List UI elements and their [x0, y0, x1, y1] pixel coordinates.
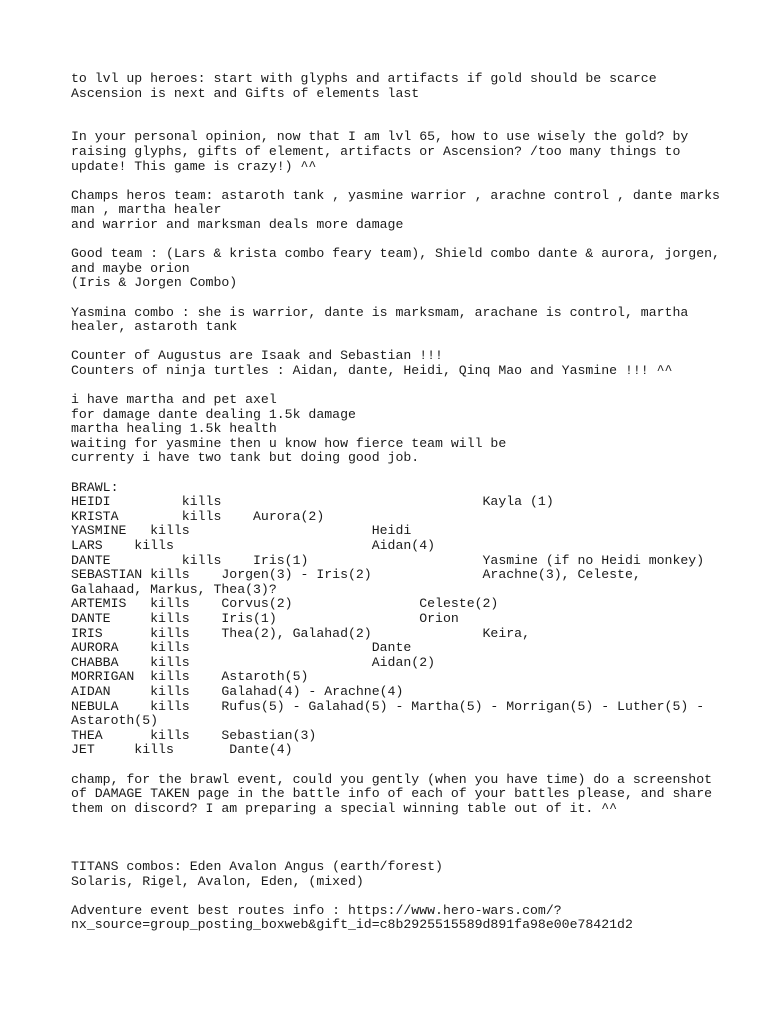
brawl-row: KRISTA kills Aurora(2) [71, 508, 325, 524]
brawl-row: AIDAN kills Galahad(4) - Arachne(4) [71, 683, 404, 699]
text-line: Champs heros team: astaroth tank , yasmine warrior , arachne control , dante marks [71, 187, 720, 203]
text-line: and warrior and marksman deals more damage [71, 216, 404, 232]
text-line: and maybe orion [71, 260, 190, 276]
brawl-row: Astaroth(5) [71, 713, 159, 729]
brawl-row: JET kills Dante(4) [71, 742, 293, 758]
text-line: champ, for the brawl event, could you gently (when you have time) do a screenshot [71, 771, 713, 787]
brawl-row: HEIDI kills Kayla (1) [71, 494, 554, 510]
text-line: i have martha and pet axel [71, 392, 277, 408]
text-line: for damage dante dealing 1.5k damage [71, 406, 356, 422]
blank-line [71, 116, 711, 131]
text-line: Ascension is next and Gifts of elements last [71, 85, 420, 101]
blank-line [71, 466, 711, 481]
text-line: Yasmina combo : she is warrior, dante is marksmam, arachane is control, martha [71, 304, 689, 320]
text-line: update! This game is crazy!) ^^ [71, 158, 317, 174]
brawl-row: THEA kills Sebastian(3) [71, 727, 317, 743]
text-line: Adventure event best routes info : https://www.hero-wars.com/? [71, 902, 562, 918]
text-line: them on discord? I am preparing a special winning table out of it. ^^ [71, 800, 618, 816]
brawl-row: ARTEMIS kills Corvus(2) Celeste(2) [71, 596, 499, 612]
text-line: healer, astaroth tank [71, 319, 238, 335]
brawl-row: YASMINE kills Heidi [71, 523, 412, 539]
brawl-row: MORRIGAN kills Astaroth(5) [71, 669, 309, 685]
text-line: waiting for yasmine then u know how fierce team will be [71, 435, 507, 451]
text-line: (Iris & Jorgen Combo) [71, 275, 238, 291]
blank-line [71, 101, 711, 116]
blank-line [71, 174, 711, 189]
blank-line [71, 845, 711, 860]
blank-line [71, 816, 711, 831]
brawl-row: LARS kills Aidan(4) [71, 538, 436, 553]
blank-line [71, 335, 711, 350]
brawl-row: SEBASTIAN kills Jorgen(3) - Iris(2) Arachne(3), Celeste, [71, 567, 641, 583]
text-line: man , martha healer [71, 202, 222, 218]
text-line: martha healing 1.5k health [71, 421, 277, 437]
brawl-row: IRIS kills Thea(2), Galahad(2) Keira, [71, 625, 530, 641]
text-line: In your personal opinion, now that I am lvl 65, how to use wisely the gold? by [71, 129, 689, 145]
brawl-row: NEBULA kills Rufus(5) - Galahad(5) - Martha(5) - Morrigan(5) - Luther(5) - [71, 698, 705, 714]
blank-line [71, 889, 711, 904]
blank-line [71, 831, 711, 846]
document-body [71, 71, 720, 933]
brawl-row: AURORA kills Dante [71, 640, 412, 656]
brawl-row: Galahaad, Markus, Thea(3)? [71, 581, 277, 597]
blank-line [71, 291, 711, 306]
text-line: to lvl up heroes: start with glyphs and artifacts if gold should be scarce [71, 71, 657, 86]
text-line: Solaris, Rigel, Avalon, Eden, (mixed) [71, 873, 364, 889]
brawl-row: DANTE kills Iris(1) Orion [71, 610, 459, 626]
blank-line [71, 758, 711, 773]
url-line: nx_source=group_posting_boxweb&gift_id=c8b2925515589d891fa98e00e78421d2 [71, 917, 633, 933]
text-line: Counter of Augustus are Isaak and Sebastian !!! [71, 348, 443, 364]
brawl-heading: BRAWL: [71, 479, 119, 495]
text-line: of DAMAGE TAKEN page in the battle info of each of your battles please, and share [71, 786, 713, 802]
text-line: TITANS combos: Eden Avalon Angus (earth/forest) [71, 859, 443, 875]
text-line: Good team : (Lars & krista combo feary team), Shield combo dante & aurora, jorgen, [71, 246, 720, 262]
blank-line [71, 233, 711, 248]
text-line: raising glyphs, gifts of element, artifacts or Ascension? /too many things to [71, 143, 681, 159]
brawl-row: DANTE kills Iris(1) Yasmine (if no Heidi monkey) [71, 552, 705, 568]
text-line: currenty i have two tank but doing good job. [71, 450, 420, 466]
blank-line [71, 378, 711, 393]
brawl-row: CHABBA kills Aidan(2) [71, 654, 436, 670]
text-line: Counters of ninja turtles : Aidan, dante, Heidi, Qinq Mao and Yasmine !!! ^^ [71, 362, 673, 378]
